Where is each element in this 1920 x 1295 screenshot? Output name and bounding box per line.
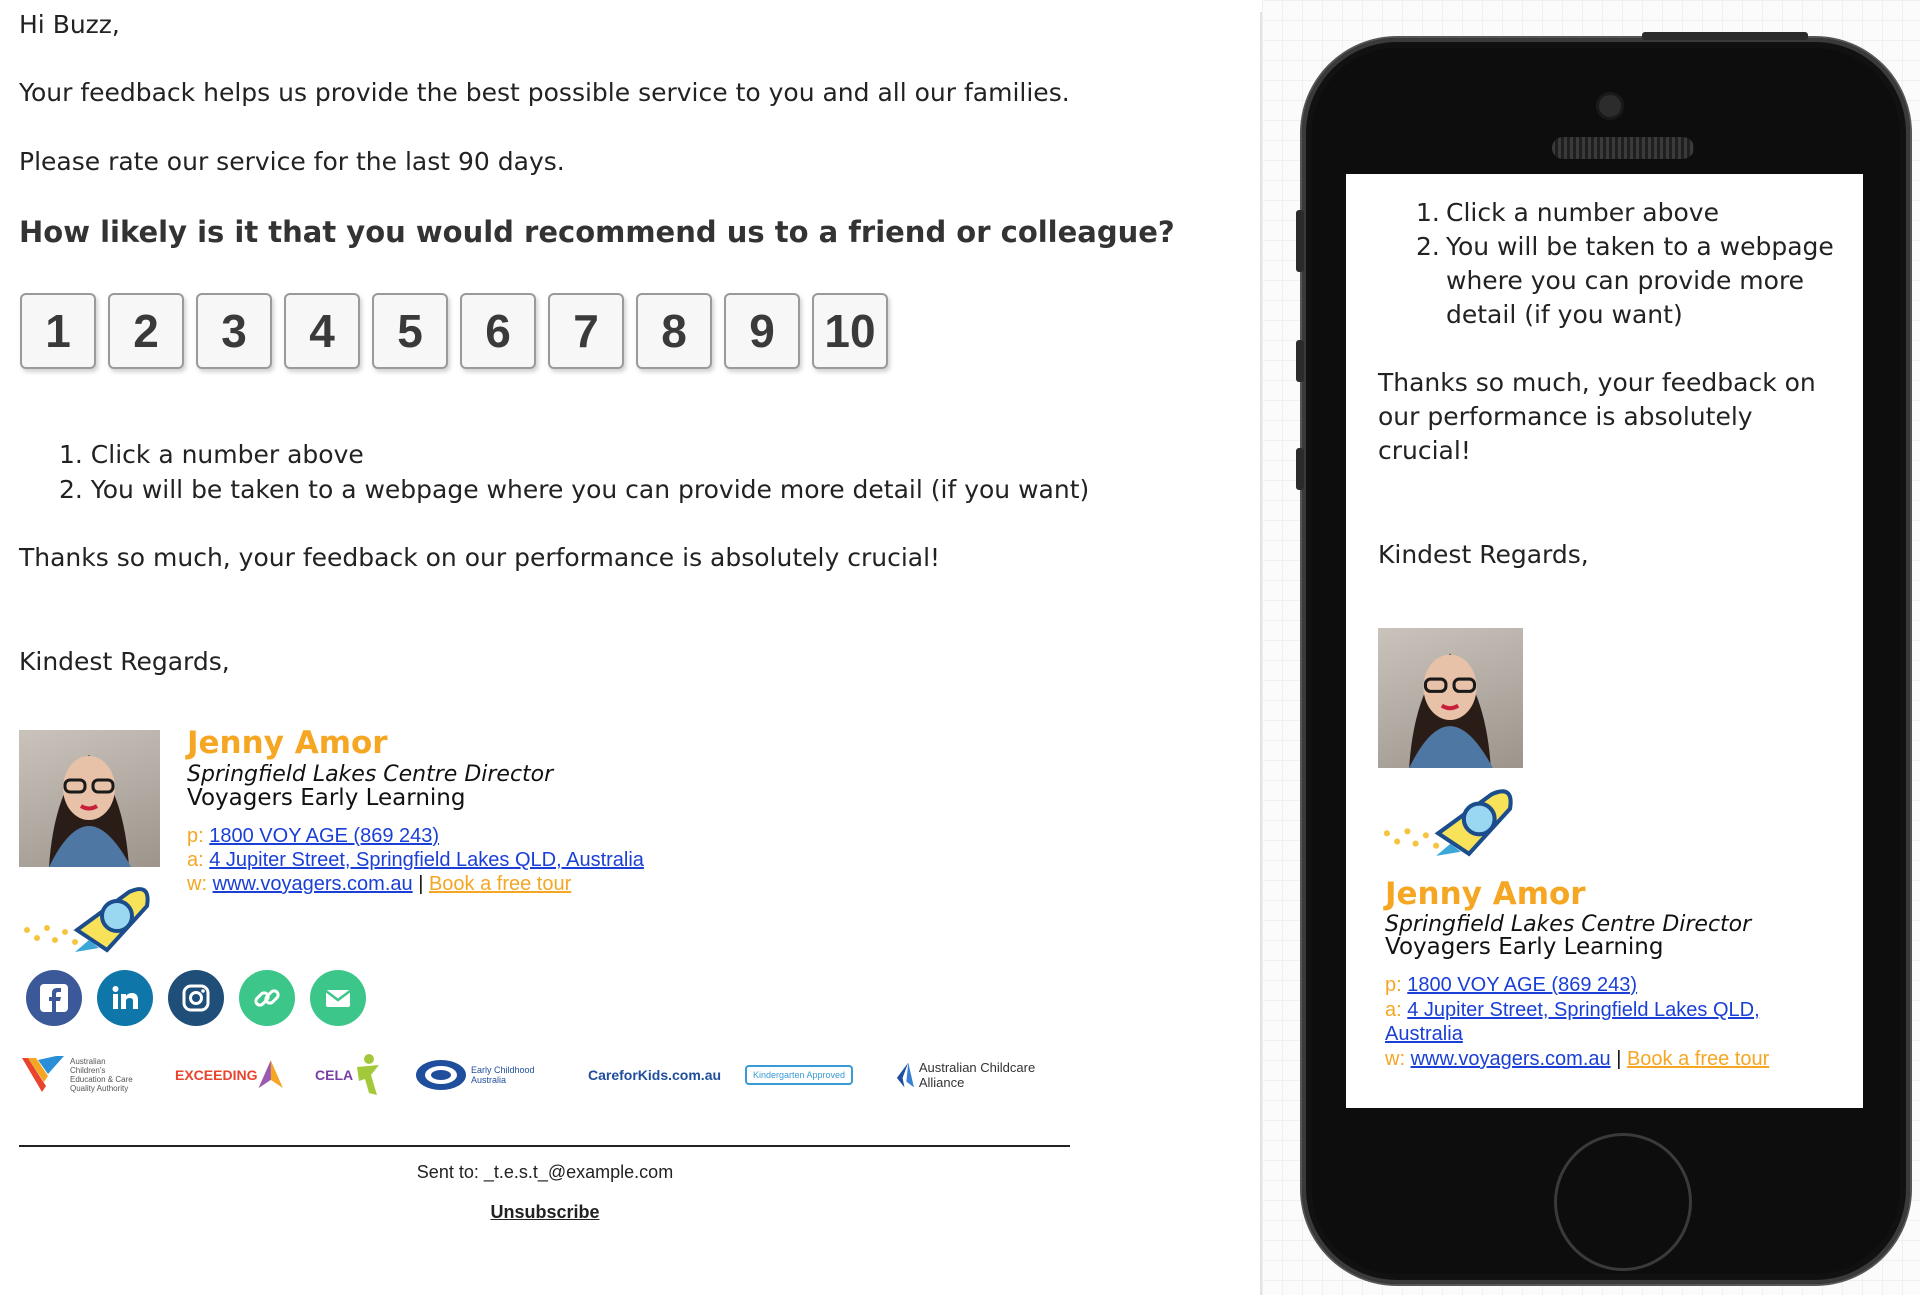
signature-photo — [19, 730, 160, 867]
phone-home-button[interactable] — [1554, 1133, 1692, 1271]
instruction-step-1: 1. Click a number above — [59, 440, 364, 469]
book-tour-link[interactable]: Book a free tour — [428, 873, 572, 895]
phone-label: p: — [187, 825, 204, 847]
mail-icon[interactable] — [310, 970, 366, 1026]
unsubscribe-row — [0, 1202, 1090, 1223]
kindergarten-logo: Kindergarten Approved — [745, 1045, 855, 1105]
mobile-book-tour-link[interactable]: Book a free tour — [1626, 1048, 1770, 1070]
address-link[interactable]: 4 Jupiter Street, Springfield Lakes QLD, Australia — [209, 849, 644, 871]
website-link[interactable]: www.voyagers.com.au — [212, 873, 413, 895]
mobile-web-line: w: www.voyagers.com.au | Book a free tour — [1385, 1048, 1770, 1070]
signature-name: Jenny Amor — [187, 725, 388, 761]
rating-button-8[interactable]: 8 — [636, 293, 712, 369]
footer-divider — [19, 1145, 1070, 1147]
mobile-instruction-step-1: 1. Click a number above — [1416, 198, 1719, 227]
rating-button-1[interactable]: 1 — [20, 293, 96, 369]
rating-button-7[interactable]: 7 — [548, 293, 624, 369]
mobile-phone-line: p: 1800 VOY AGE (869 243) — [1385, 974, 1638, 996]
mobile-address-link-2[interactable]: Australia — [1385, 1023, 1463, 1045]
mobile-signature-photo — [1378, 628, 1523, 768]
sent-to-text: Sent to: _t.e.s.t_@example.com — [416, 1162, 674, 1182]
facebook-icon[interactable] — [26, 970, 82, 1026]
social-icons — [26, 970, 366, 1026]
signature-address-line — [187, 849, 644, 872]
rating-scale — [20, 293, 888, 369]
mobile-thanks-text: Thanks so much, your feedback on our performance is absolutely crucial! — [1378, 368, 1816, 465]
linkedin-icon[interactable] — [97, 970, 153, 1026]
mobile-signature-name: Jenny Amor — [1385, 876, 1586, 912]
greeting: Hi Buzz, — [19, 10, 120, 39]
cela-logo: CELA — [315, 1045, 395, 1105]
mobile-website-link[interactable]: www.voyagers.com.au — [1410, 1048, 1611, 1070]
rating-button-10[interactable]: 10 — [812, 293, 888, 369]
nps-question: How likely is it that you would recommend us to a friend or colleague? — [19, 215, 1175, 249]
pane-divider — [1260, 12, 1262, 1295]
link-separator: | — [418, 873, 424, 895]
rating-button-5[interactable]: 5 — [372, 293, 448, 369]
partner-logos — [20, 1045, 1070, 1105]
rating-button-6[interactable]: 6 — [460, 293, 536, 369]
mobile-address-link[interactable]: 4 Jupiter Street, Springfield Lakes QLD, — [1407, 999, 1760, 1021]
acecqa-logo: Australian Children's Education & Care Quality Authority — [20, 1045, 140, 1105]
signature-org: Voyagers Early Learning — [187, 785, 466, 811]
phone-speaker — [1552, 137, 1694, 159]
regards-text: Kindest Regards, — [19, 647, 230, 676]
thanks-text: Thanks so much, your feedback on our performance is absolutely crucial! — [19, 543, 941, 572]
unsubscribe-link[interactable]: Unsubscribe — [490, 1202, 600, 1222]
mobile-signature-org: Voyagers Early Learning — [1385, 934, 1664, 960]
phone-power-button — [1642, 32, 1808, 40]
mobile-address-line-2 — [1385, 1023, 1463, 1046]
phone-camera — [1596, 92, 1624, 120]
phone-link[interactable]: 1800 VOY AGE (869 243) — [209, 825, 440, 847]
link-icon[interactable] — [239, 970, 295, 1026]
rating-button-2[interactable]: 2 — [108, 293, 184, 369]
signature-phone-line — [187, 825, 439, 848]
mobile-instruction-step-2: 2. You will be taken to a webpage where you can provide more detail (if you want) — [1416, 232, 1834, 329]
instruction-step-2: 2. You will be taken to a webpage where you can provide more detail (if you want) — [59, 475, 1090, 504]
phone-volume-down — [1296, 448, 1304, 490]
phone-volume-up — [1296, 340, 1304, 382]
mobile-instruction-list — [1416, 196, 1856, 332]
mobile-rocket-logo — [1378, 780, 1523, 860]
web-label: w: — [187, 873, 207, 895]
mobile-address-line: a: 4 Jupiter Street, Springfield Lakes QLD, — [1385, 999, 1760, 1021]
signature-role: Springfield Lakes Centre Director — [187, 762, 554, 787]
careforkids-logo: CareforKids.com.au — [588, 1067, 722, 1083]
rating-button-9[interactable]: 9 — [724, 293, 800, 369]
instruction-list — [59, 437, 1089, 507]
rating-button-3[interactable]: 3 — [196, 293, 272, 369]
phone-mute-switch — [1296, 210, 1304, 272]
rating-button-4[interactable]: 4 — [284, 293, 360, 369]
phone-screen — [1346, 174, 1863, 1108]
aca-logo: Australian Childcare Alliance — [895, 1045, 1075, 1105]
mobile-phone-link[interactable]: 1800 VOY AGE (869 243) — [1407, 974, 1638, 996]
address-label: a: — [187, 849, 204, 871]
mobile-regards-text: Kindest Regards, — [1378, 540, 1589, 569]
eca-logo: Early Childhood Australia — [415, 1045, 555, 1105]
instagram-icon[interactable] — [168, 970, 224, 1026]
mobile-signature-role: Springfield Lakes Centre Director — [1385, 912, 1752, 937]
rate-prompt: Please rate our service for the last 90 days. — [19, 147, 565, 176]
intro-text: Your feedback helps us provide the best possible service to you and all our families. — [19, 78, 1070, 107]
rocket-logo — [19, 878, 159, 956]
signature-web-line — [187, 873, 571, 896]
exceeding-logo: EXCEEDING — [175, 1045, 285, 1105]
